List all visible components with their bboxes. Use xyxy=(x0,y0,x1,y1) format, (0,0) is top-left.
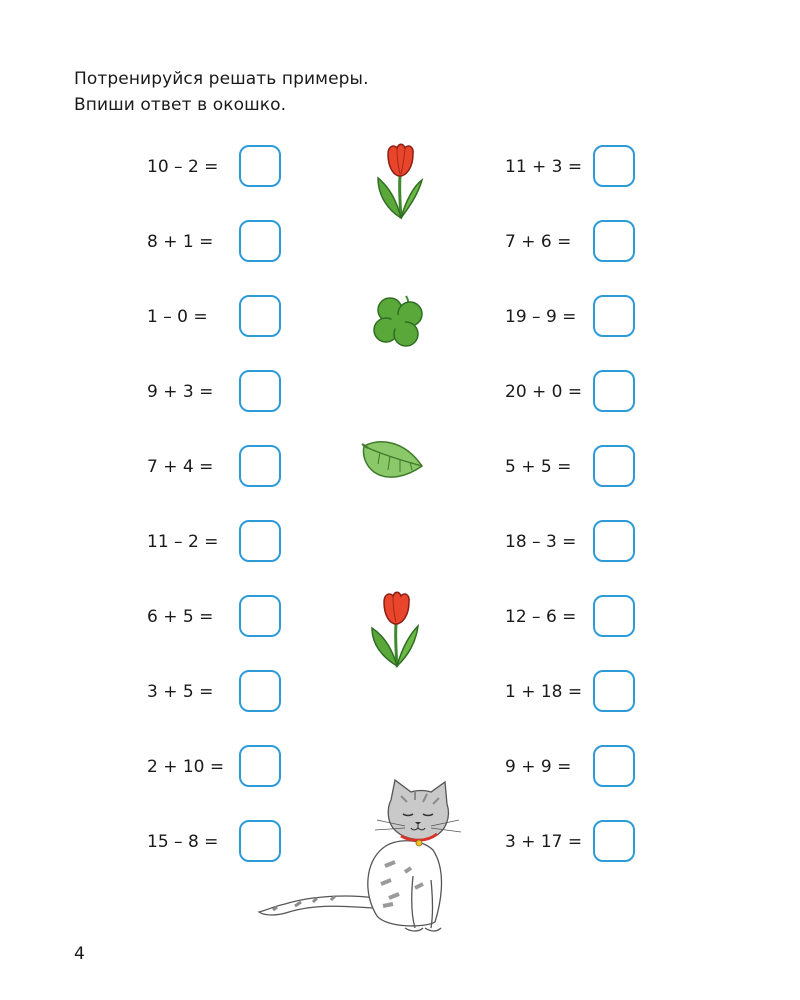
answer-box[interactable] xyxy=(593,520,635,562)
example-expression: 15 – 8 = xyxy=(147,832,219,852)
answer-box[interactable] xyxy=(239,370,281,412)
example-expression: 3 + 5 = xyxy=(147,682,214,702)
example-expression: 5 + 5 = xyxy=(505,457,572,477)
answer-box[interactable] xyxy=(593,670,635,712)
example-row xyxy=(505,295,735,370)
example-expression: 1 + 18 = xyxy=(505,682,583,702)
answer-box[interactable] xyxy=(593,820,635,862)
answer-box[interactable] xyxy=(593,445,635,487)
example-expression: 7 + 4 = xyxy=(147,457,214,477)
example-row xyxy=(147,220,377,295)
answer-box[interactable] xyxy=(593,370,635,412)
leaf-icon xyxy=(360,438,426,482)
example-expression: 8 + 1 = xyxy=(147,232,214,252)
example-expression: 9 + 9 = xyxy=(505,757,572,777)
example-row xyxy=(147,370,377,445)
answer-box[interactable] xyxy=(239,295,281,337)
example-expression: 12 – 6 = xyxy=(505,607,577,627)
tulip-icon xyxy=(366,590,426,670)
example-row xyxy=(505,520,735,595)
example-expression: 11 – 2 = xyxy=(147,532,219,552)
answer-box[interactable] xyxy=(239,145,281,187)
example-row xyxy=(505,145,735,220)
example-expression: 7 + 6 = xyxy=(505,232,572,252)
example-row xyxy=(505,370,735,445)
right-examples-column xyxy=(505,145,735,895)
answer-box[interactable] xyxy=(593,145,635,187)
answer-box[interactable] xyxy=(593,595,635,637)
instructions xyxy=(74,66,369,118)
cat-illustration xyxy=(255,776,465,936)
example-expression: 18 – 3 = xyxy=(505,532,577,552)
answer-box[interactable] xyxy=(239,220,281,262)
example-row xyxy=(505,220,735,295)
example-row xyxy=(147,595,377,670)
example-expression: 9 + 3 = xyxy=(147,382,214,402)
answer-box[interactable] xyxy=(239,670,281,712)
answer-box[interactable] xyxy=(239,520,281,562)
clover-icon xyxy=(368,292,430,352)
example-row xyxy=(147,295,377,370)
example-expression: 3 + 17 = xyxy=(505,832,583,852)
example-row xyxy=(505,595,735,670)
example-row xyxy=(147,670,377,745)
answer-box[interactable] xyxy=(593,295,635,337)
example-expression: 19 – 9 = xyxy=(505,307,577,327)
example-expression: 2 + 10 = xyxy=(147,757,225,777)
answer-box[interactable] xyxy=(239,445,281,487)
example-expression: 6 + 5 = xyxy=(147,607,214,627)
example-row xyxy=(147,145,377,220)
example-row xyxy=(505,820,735,895)
example-row xyxy=(147,520,377,595)
tulip-icon xyxy=(370,140,430,222)
example-row xyxy=(505,745,735,820)
example-row xyxy=(505,670,735,745)
instruction-line-2: Впиши ответ в окошко. xyxy=(74,95,287,115)
instruction-line-1: Потренируйся решать примеры. xyxy=(74,69,369,89)
answer-box[interactable] xyxy=(593,745,635,787)
page-number: 4 xyxy=(74,944,85,964)
answer-box[interactable] xyxy=(593,220,635,262)
answer-box[interactable] xyxy=(239,595,281,637)
example-row xyxy=(147,445,377,520)
example-expression: 10 – 2 = xyxy=(147,157,219,177)
example-expression: 20 + 0 = xyxy=(505,382,583,402)
example-expression: 1 – 0 = xyxy=(147,307,208,327)
example-row xyxy=(505,445,735,520)
example-expression: 11 + 3 = xyxy=(505,157,583,177)
